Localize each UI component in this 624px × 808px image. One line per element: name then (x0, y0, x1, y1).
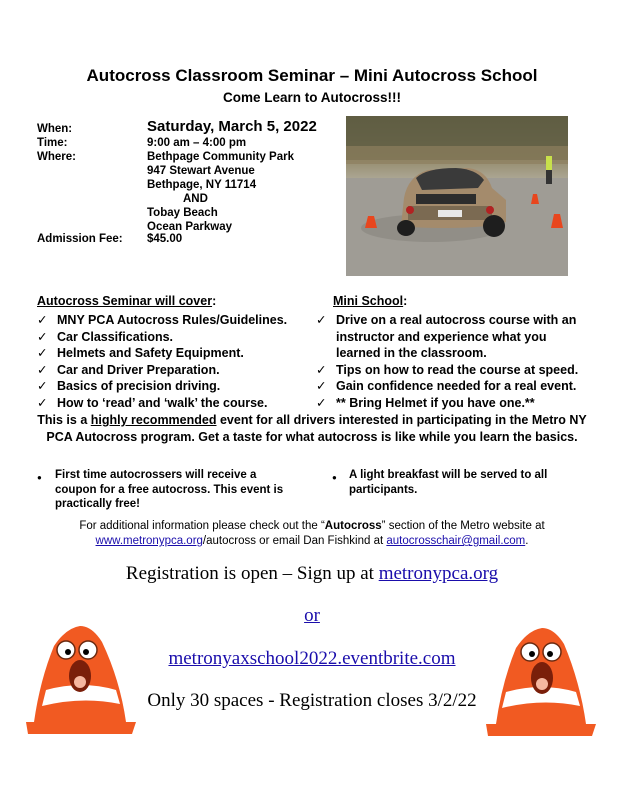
autocross-section-name: Autocross (324, 520, 382, 532)
list-item: ✓ Helmets and Safety Equipment. (37, 346, 244, 360)
check-icon: ✓ (37, 346, 48, 360)
page-title: Autocross Classroom Seminar – Mini Autocross School (86, 66, 538, 85)
list-item: ✓ Drive on a real autocross course with an instructor and experience what you learned in the classroom. (316, 313, 577, 360)
mini-school-heading-colon: : (403, 294, 408, 308)
time-value: 9:00 am – 4:00 pm (147, 137, 247, 149)
check-icon: ✓ (316, 379, 327, 393)
list-item: ✓ Car Classifications. (37, 329, 174, 344)
mini-school-section (333, 294, 593, 308)
seminar-heading-colon: : (212, 294, 217, 308)
where-line: Tobay Beach (147, 207, 218, 219)
list-item: ✓ Gain confidence needed for a real event. (316, 379, 577, 393)
where-line: Bethpage Community Park (147, 151, 294, 163)
metro-website-link[interactable]: www.metronypca.org (95, 535, 203, 547)
bullet-icon: ● (37, 473, 42, 482)
time-label: Time: (37, 137, 68, 149)
additional-info: For additional information please check out the “Autocross” section of the Metro website at www.metronypca.org/autocross or email Dan Fishkind at autocrosschair@gmail.com. (79, 520, 545, 547)
or-link[interactable]: or (304, 605, 320, 626)
recommendation-emphasis: highly recommended (90, 413, 217, 427)
porsche-car-illustration (346, 116, 568, 276)
list-item: ✓ Tips on how to read the course at speed. (316, 362, 579, 377)
cone-mascot-left (22, 620, 140, 740)
cone-icon (482, 624, 600, 742)
where-line: AND (183, 193, 208, 205)
check-icon: ✓ (37, 379, 48, 393)
breakfast-bullet: ● A light breakfast will be served to all participants. (332, 469, 548, 496)
check-icon: ✓ (37, 362, 48, 377)
cone-mascot-right (482, 624, 600, 742)
mini-school-list (316, 312, 586, 411)
when-value: Saturday, March 5, 2022 (147, 118, 317, 135)
recommendation-paragraph: This is a highly recommended event for all drivers interested in participating in the Metro NY PCA Autocross program. Get a taste for what autocross is like while you learn the basics. (37, 413, 587, 444)
check-icon: ✓ (37, 329, 48, 344)
registration-line: Registration is open – Sign up at metronypca.org (125, 563, 499, 584)
when-label: When: (37, 123, 73, 135)
fee-value: $45.00 (147, 233, 183, 245)
metronypca-link[interactable]: metronypca.org (378, 563, 499, 584)
check-icon: ✓ (316, 313, 327, 327)
mini-school-heading: Mini School (333, 294, 404, 308)
email-link[interactable]: autocrosschair@gmail.com (386, 535, 526, 547)
cone-icon (22, 620, 140, 740)
list-item: ✓ Basics of precision driving. (37, 379, 221, 393)
eventbrite-link[interactable]: metronyaxschool2022.eventbrite.com (168, 648, 456, 669)
check-icon: ✓ (37, 395, 48, 410)
check-icon: ✓ (316, 362, 327, 377)
seminar-list (37, 312, 312, 411)
where-label: Where: (37, 151, 76, 163)
porsche-autocross-photo (346, 116, 568, 276)
seminar-heading: Autocross Seminar will cover (37, 294, 213, 308)
page-subtitle: Come Learn to Autocross!!! (222, 90, 401, 105)
check-icon: ✓ (37, 313, 48, 327)
list-item: ✓ How to ‘read’ and ‘walk’ the course. (37, 395, 268, 410)
bullet-icon: ● (332, 473, 337, 482)
list-item: ✓ ** Bring Helmet if you have one.** (316, 395, 535, 410)
where-line: Bethpage, NY 11714 (147, 179, 257, 191)
first-timer-bullet: ● First time autocrossers will receive a coupon for a free autocross. This event is practically free! (37, 469, 284, 510)
fee-label: Admission Fee: (37, 233, 123, 245)
seminar-section (37, 294, 307, 310)
where-line: 947 Stewart Avenue (147, 165, 255, 177)
list-item: ✓ MNY PCA Autocross Rules/Guidelines. (37, 313, 288, 327)
list-item: ✓ Car and Driver Preparation. (37, 362, 220, 377)
where-line: Ocean Parkway (147, 221, 233, 233)
check-icon: ✓ (316, 395, 327, 410)
registration-closing: Only 30 spaces - Registration closes 3/2/22 (147, 690, 477, 711)
